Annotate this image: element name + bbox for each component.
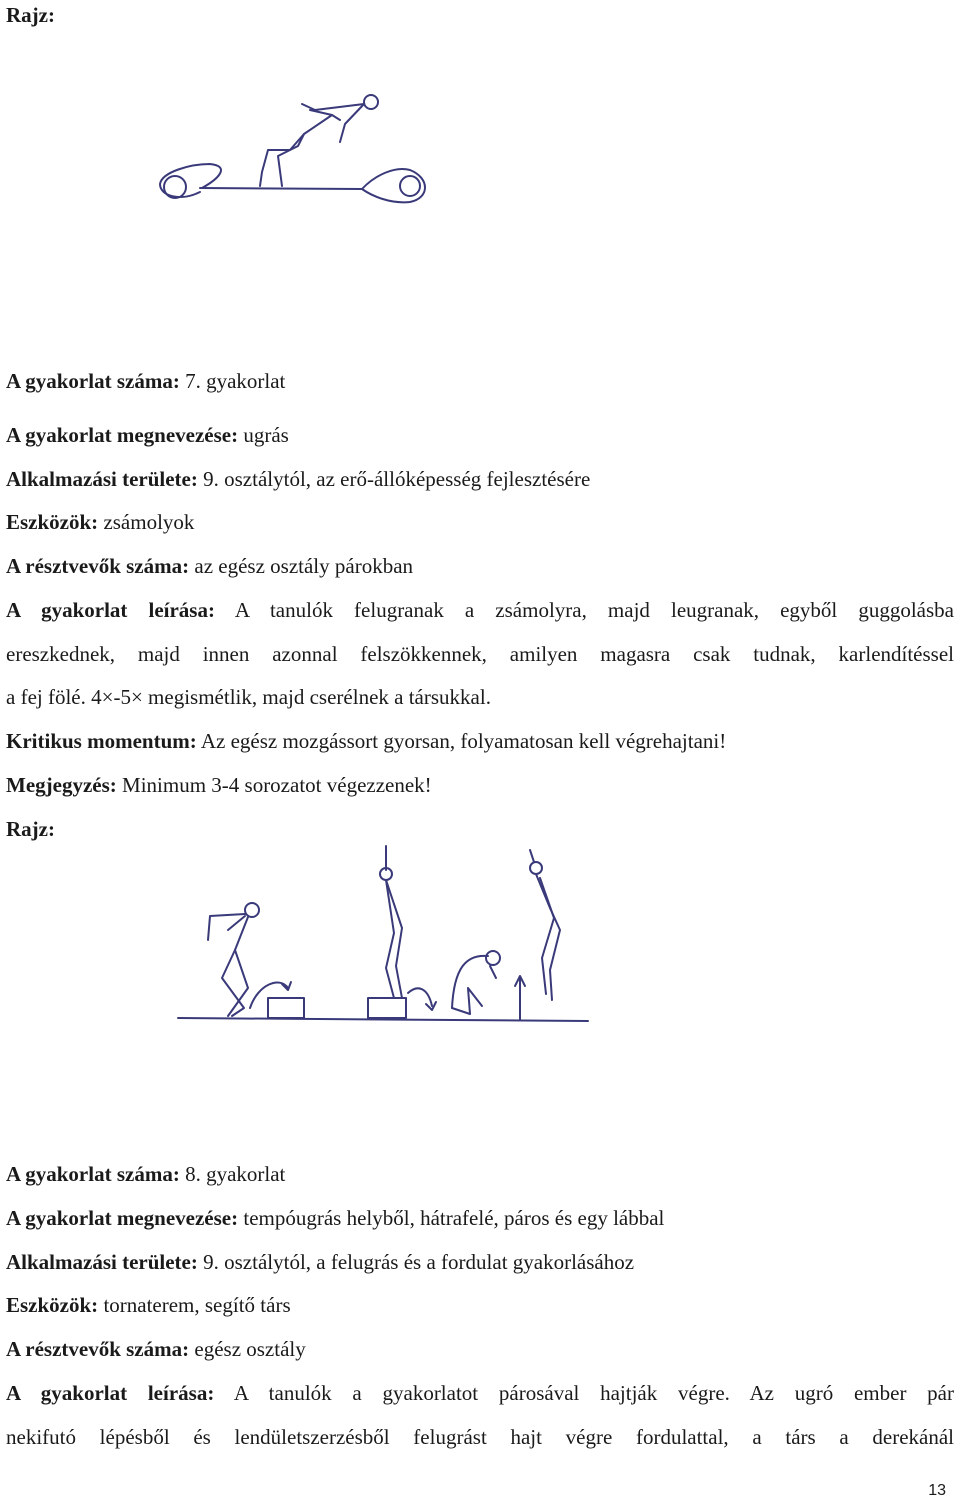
ex7-description-line1: A gyakorlat leírása: A tanulók felugranak a zsámolyra, majd leugranak, egyből guggolásba (6, 598, 954, 622)
ex7-critical-moment: Kritikus momentum: Az egész mozgássort gyorsan, folyamatosan kell végrehajtani! (6, 729, 727, 753)
ex8-name: A gyakorlat megnevezése: tempóugrás helyből, hátrafelé, páros és egy lábbal (6, 1206, 665, 1230)
ex7-description-line3: a fej fölé. 4×-5× megismétlik, majd cserélnek a társukkal. (6, 685, 491, 709)
ex8-number: A gyakorlat száma: 8. gyakorlat (6, 1162, 286, 1186)
ex7-description-line2: ereszkednek, majd innen azonnal felszökkennek, amilyen magasra csak tudnak, karlendítéssel (6, 642, 954, 666)
page-number: 13 (928, 1482, 946, 1499)
drawing-leapfrog-figure (140, 80, 440, 230)
ex7-name: A gyakorlat megnevezése: ugrás (6, 423, 289, 447)
ex7-note: Megjegyzés: Minimum 3-4 sorozatot végezzenek! (6, 773, 432, 797)
ex8-participants: A résztvevők száma: egész osztály (6, 1337, 306, 1361)
ex8-description-line1: A gyakorlat leírása: A tanulók a gyakorlatot párosával hajtják végre. Az ugró ember pár (6, 1381, 954, 1405)
ex7-equipment: Eszközök: zsámolyok (6, 510, 195, 534)
ex8-description-line2: nekifutó lépésből és lendületszerzésből felugrást hajt végre fordulattal, a társ a derekánál (6, 1425, 954, 1449)
ex7-participants: A résztvevők száma: az egész osztály párokban (6, 554, 414, 578)
drawing-heading: Rajz: (6, 3, 55, 27)
ex8-area: Alkalmazási területe: 9. osztálytól, a felugrás és a fordulat gyakorlásához (6, 1250, 635, 1274)
ex7-area: Alkalmazási területe: 9. osztálytól, az erő-állóképesség fejlesztésére (6, 467, 591, 491)
ex7-number: A gyakorlat száma: 7. gyakorlat (6, 369, 286, 393)
ex8-equipment: Eszközök: tornaterem, segítő társ (6, 1293, 291, 1317)
drawing-box-jump-sequence (170, 838, 600, 1028)
ex7-drawing-label: Rajz: (6, 817, 55, 841)
